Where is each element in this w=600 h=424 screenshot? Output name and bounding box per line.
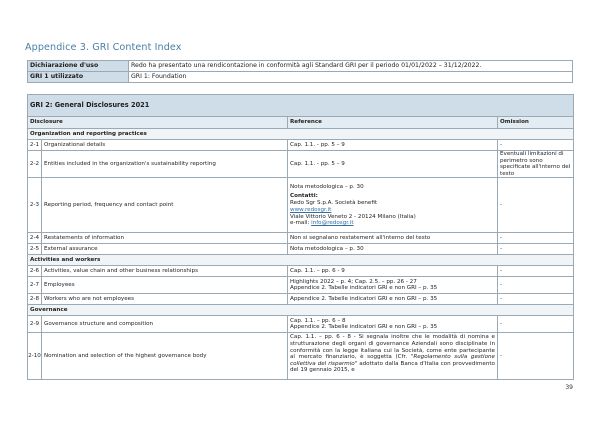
disclosure-number: 2-4 xyxy=(28,233,42,244)
section-title-row xyxy=(28,95,574,117)
disclosure-text: Nomination and selection of the highest governance body xyxy=(42,333,288,380)
email-label: e-mail: xyxy=(290,220,312,227)
group-title: Organization and reporting practices xyxy=(28,129,574,140)
reference-regulation: Regolamento sulla gestione collettiva del risparmio xyxy=(290,354,495,367)
disclosure-number: 2-8 xyxy=(28,294,42,305)
usage-table xyxy=(27,60,573,83)
omission-text: - xyxy=(498,266,574,277)
disclosure-text: Workers who are not employees xyxy=(42,294,288,305)
disclosure-text: Activities, value chain and other business relationships xyxy=(42,266,288,277)
table-row xyxy=(28,178,574,233)
header-reference: Reference xyxy=(288,117,498,129)
table-row xyxy=(28,333,574,380)
reference-body: Cap. 1.1. – pp. 6 - 8 - Si segnala inoltre che le modalità di nomina e strutturazione degli organi di governance Aziendali sono disciplinate in conformità con la legge italiana cui la Società, come ente partecipante al mercato finanziario, è soggetta (Cfr. " xyxy=(290,334,495,361)
reference-line: Highlights 2022 – p. 4; Cap. 2.5. – pp. 26 - 27 xyxy=(290,278,417,285)
disclosure-text: External assurance xyxy=(42,244,288,255)
omission-text: - xyxy=(498,178,574,233)
disclosure-text: Reporting period, frequency and contact point xyxy=(42,178,288,233)
disclosure-number: 2-1 xyxy=(28,140,42,151)
omission-text: - xyxy=(498,233,574,244)
reference-text xyxy=(288,316,498,333)
usage-key: Dichiarazione d'uso xyxy=(28,61,129,72)
group-row xyxy=(28,129,574,140)
usage-row xyxy=(28,61,573,72)
usage-row xyxy=(28,72,573,83)
omission-text: - xyxy=(498,294,574,305)
contacts-label: Contatti: xyxy=(290,193,318,200)
reference-text xyxy=(288,277,498,294)
reference-line: Nota metodologica – p. 30 xyxy=(290,183,364,190)
disclosure-text: Governance structure and composition xyxy=(42,316,288,333)
reference-text: Cap. 1.1. - pp. 5 – 9 xyxy=(288,151,498,178)
header-disclosure: Disclosure xyxy=(28,117,288,129)
reference-line: Appendice 2. Tabelle indicatori GRI e non GRI – p. 35 xyxy=(290,285,438,292)
header-omission: Omission xyxy=(498,117,574,129)
reference-line: Cap. 1.1. – pp. 6 – 8 xyxy=(290,317,346,324)
reference-contacts xyxy=(288,178,498,233)
disclosure-number: 2-2 xyxy=(28,151,42,178)
reference-text: Appendice 2. Tabelle indicatori GRI e non GRI – p. 35 xyxy=(288,294,498,305)
disclosure-text: Organizational details xyxy=(42,140,288,151)
disclosure-text: Restatements of information xyxy=(42,233,288,244)
usage-key: GRI 1 utilizzato xyxy=(28,72,129,83)
disclosure-text: Entities included in the organization's sustainability reporting xyxy=(42,151,288,178)
omission-text: - xyxy=(498,140,574,151)
website-link[interactable]: www.redosgr.it xyxy=(290,206,332,213)
reference-line: Appendice 2. Tabelle indicatori GRI e non GRI – p. 35 xyxy=(290,324,438,331)
company-address: Viale Vittorio Veneto 2 - 20124 Milano (Italia) xyxy=(290,213,416,220)
disclosure-number: 2-7 xyxy=(28,277,42,294)
omission-text: - xyxy=(498,277,574,294)
disclosure-number: 2-6 xyxy=(28,266,42,277)
group-title: Governance xyxy=(28,305,574,316)
reference-text: Cap. 1.1. – pp. 6 - 9 xyxy=(288,266,498,277)
section-title: GRI 2: General Disclosures 2021 xyxy=(28,95,574,117)
company-name: Redo Sgr S.p.A. Società benefit xyxy=(290,200,378,207)
page-number: 39 xyxy=(565,384,573,391)
omission-text: Eventuali limitazioni di perimetro sono specificate all'interno del testo xyxy=(498,151,574,178)
table-row xyxy=(28,151,574,178)
disclosure-number: 2-5 xyxy=(28,244,42,255)
reference-text xyxy=(288,333,498,380)
disclosure-number: 2-10 xyxy=(28,333,42,380)
reference-text: Nota metodologica – p. 30 xyxy=(288,244,498,255)
table-row xyxy=(28,294,574,305)
table-row xyxy=(28,140,574,151)
table-row xyxy=(28,316,574,333)
disclosure-number: 2-3 xyxy=(28,178,42,233)
omission-text: - xyxy=(498,244,574,255)
table-row xyxy=(28,233,574,244)
omission-text: - xyxy=(498,316,574,333)
omission-text: - xyxy=(498,333,574,380)
reference-text: Cap. 1.1. - pp. 5 – 9 xyxy=(288,140,498,151)
disclosure-number: 2-9 xyxy=(28,316,42,333)
reference-tail: " adottato dalla Banca d'Italia con provvedimento del 19 gennaio 2015, e xyxy=(290,360,495,374)
usage-value: Redo ha presentato una rendicontazione in conformità agli Standard GRI per il periodo 01/01/2022 – 31/12/2022. xyxy=(129,61,573,72)
table-row xyxy=(28,244,574,255)
appendix-title: Appendice 3. GRI Content Index xyxy=(25,42,182,53)
reference-text: Non si segnalano restatement all'interno del testo xyxy=(288,233,498,244)
table-row xyxy=(28,277,574,294)
gri-content-table xyxy=(27,94,574,380)
table-row xyxy=(28,266,574,277)
group-row xyxy=(28,305,574,316)
group-row xyxy=(28,255,574,266)
email-link[interactable]: info@redosgr.it xyxy=(311,220,354,227)
group-title: Activities and workers xyxy=(28,255,574,266)
usage-value: GRI 1: Foundation xyxy=(129,72,573,83)
disclosure-text: Employees xyxy=(42,277,288,294)
header-row xyxy=(28,117,574,129)
